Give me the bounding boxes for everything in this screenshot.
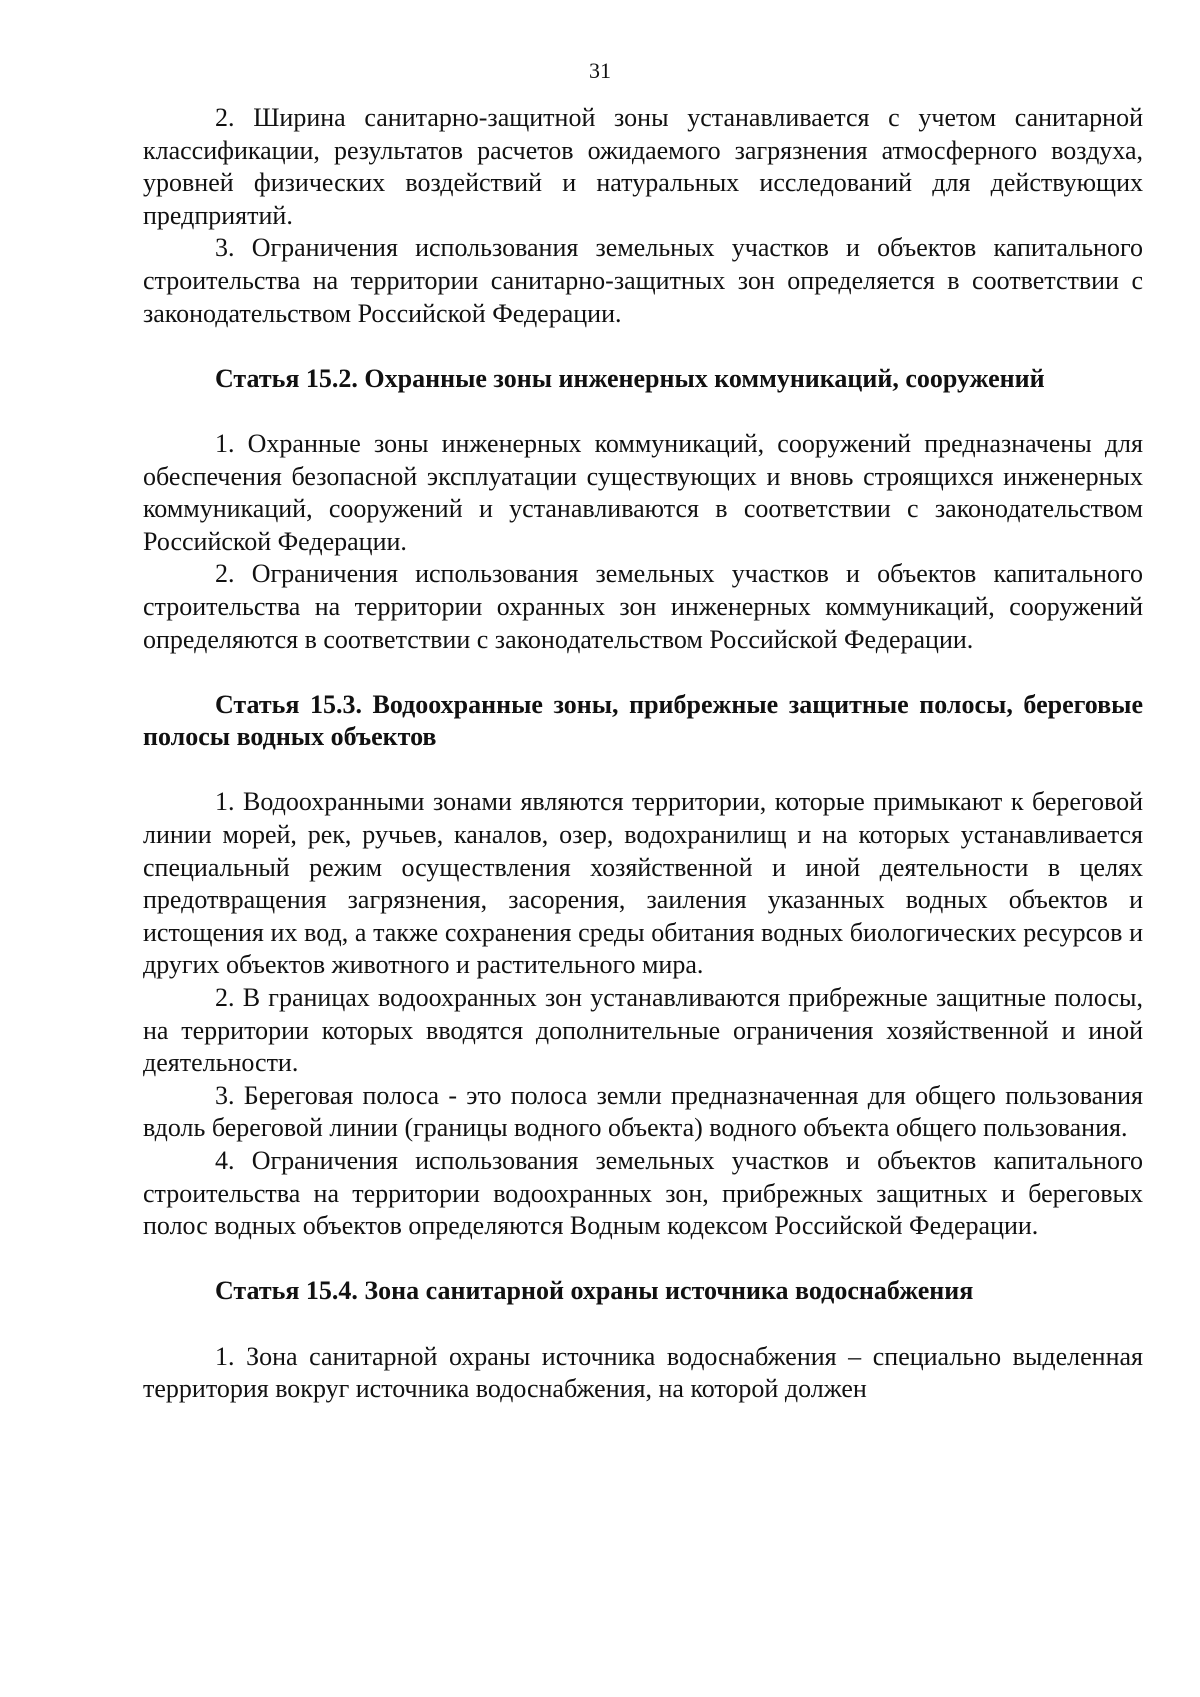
paragraph-water-source-sanitary-zone: 1. Зона санитарной охраны источника водоснабжения – специально выделенная территория вокруг источника водоснабжения, на которой должен: [143, 1341, 1143, 1404]
paragraph-sanitary-zone-width: 2. Ширина санитарно-защитной зоны устанавливается с учетом санитарной классификации, результатов расчетов ожидаемого загрязнения атмосферного воздуха, уровней физических воздействий и натуральных исследований для действующих предприятий.: [143, 103, 1143, 230]
spacer: [143, 656, 1143, 689]
paragraph-water-protection-zones: 1. Водоохранными зонами являются территории, которые примыкают к береговой линии морей, рек, ручьев, каналов, озер, водохранилищ и на которых устанавливается специальный режим осуществления хозяйственной и иной деятельности в целях предотвращения загрязнения, засорения, заиления указанных водных объектов и истощения их вод, а также сохранения среды обитания водных биологических ресурсов и других объектов животного и растительного мира.: [143, 787, 1143, 980]
spacer: [143, 754, 1143, 787]
paragraph-coastal-protective-strips: 2. В границах водоохранных зон устанавливаются прибрежные защитные полосы, на территории которых вводятся дополнительные ограничения хозяйственной и иной деятельности.: [143, 983, 1143, 1078]
document-body: [143, 102, 1143, 1406]
heading-article-15-4: Статья 15.4. Зона санитарной охраны источника водоснабжения: [215, 1276, 974, 1306]
paragraph-sanitary-zone-restrictions: 3. Ограничения использования земельных участков и объектов капитального строительства на территории санитарно-защитных зон определяется в соответствии с законодательством Российской Федерации.: [143, 233, 1143, 328]
heading-article-15-2: Статья 15.2. Охранные зоны инженерных коммуникаций, сооружений: [215, 363, 1045, 393]
spacer: [143, 1308, 1143, 1341]
paragraph-water-zone-restrictions: 4. Ограничения использования земельных участков и объектов капитального строительства на территории водоохранных зон, прибрежных защитных и береговых полос водных объектов определяются Водным кодексом Российской Федерации.: [143, 1146, 1143, 1241]
spacer: [143, 395, 1143, 428]
page-number: 31: [589, 58, 611, 83]
paragraph-utility-protection-restrictions: 2. Ограничения использования земельных участков и объектов капитального строительства на территории охранных зон инженерных коммуникаций, сооружений определяются в соответствии с законодательством Российской Федерации.: [143, 559, 1143, 654]
spacer: [143, 330, 1143, 363]
heading-article-15-3: Статья 15.3. Водоохранные зоны, прибрежные защитные полосы, береговые полосы водных объектов: [143, 689, 1143, 752]
paragraph-utility-protection-purpose: 1. Охранные зоны инженерных коммуникаций, сооружений предназначены для обеспечения безопасной эксплуатации существующих и вновь строящихся инженерных коммуникаций, сооружений и устанавливаются в соответствии с законодательством Российской Федерации.: [143, 428, 1143, 556]
paragraph-shore-strip-definition: 3. Береговая полоса - это полоса земли предназначенная для общего пользования вдоль береговой линии (границы водного объекта) водного объекта общего пользования.: [143, 1080, 1143, 1143]
spacer: [143, 1243, 1143, 1276]
